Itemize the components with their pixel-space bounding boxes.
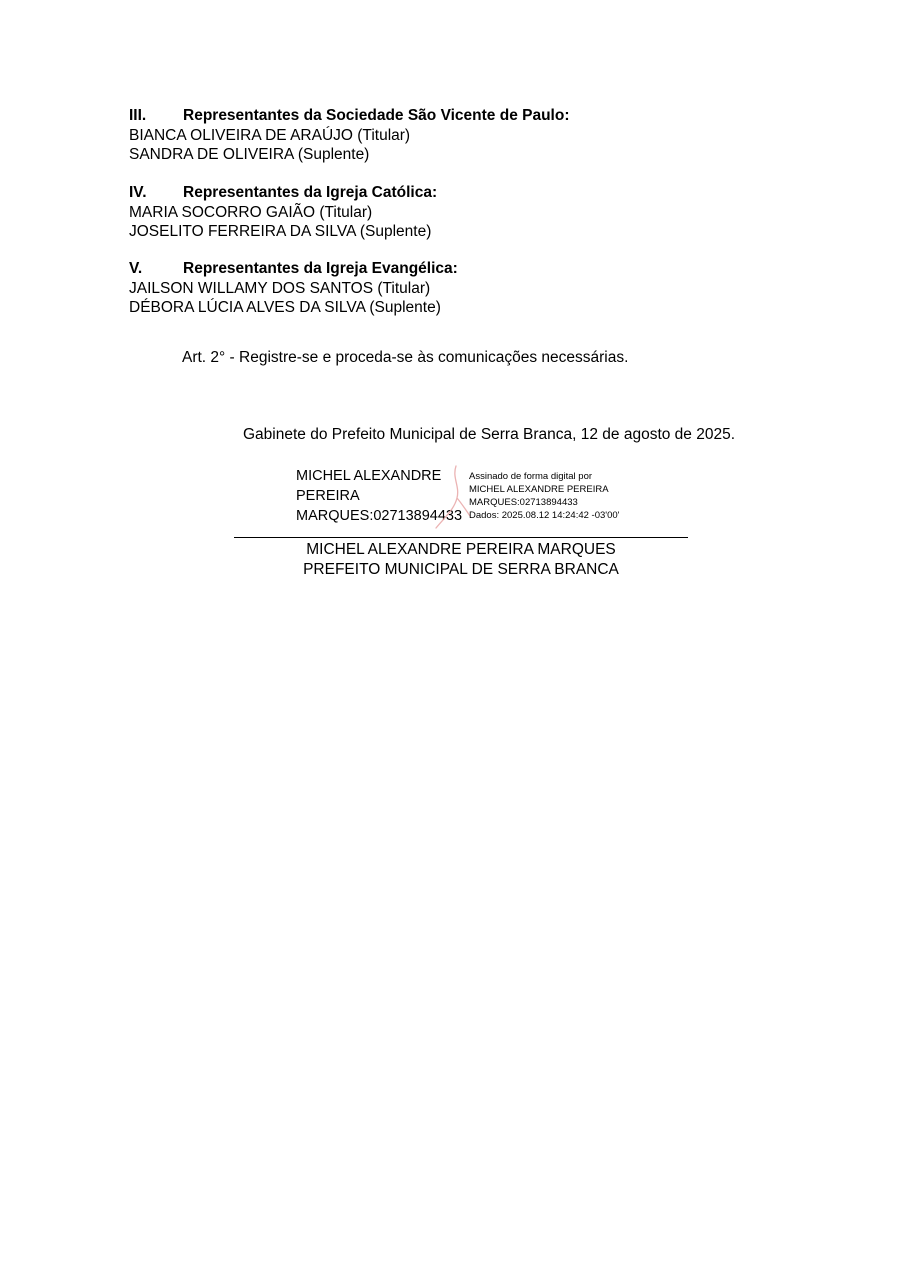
section-title: Representantes da Igreja Católica:: [183, 184, 438, 201]
signature-name-line: MARQUES:02713894433: [296, 508, 463, 524]
signature-name-line: PEREIRA: [296, 488, 360, 504]
section-heading: [129, 259, 769, 279]
section-heading: [129, 106, 769, 126]
section-title: Representantes da Sociedade São Vicente de Paulo:: [183, 107, 570, 124]
member-suplente: JOSELITO FERREIRA DA SILVA (Suplente): [129, 223, 432, 240]
section-numeral: IV.: [129, 184, 147, 201]
signature-name-line: MICHEL ALEXANDRE: [296, 468, 442, 484]
signatory-name: MICHEL ALEXANDRE PEREIRA MARQUES: [306, 541, 616, 558]
section-v: [129, 259, 769, 318]
section-numeral: V.: [129, 260, 143, 277]
section-numeral: III.: [129, 107, 147, 124]
member-suplente: DÉBORA LÚCIA ALVES DA SILVA (Suplente): [129, 299, 441, 316]
member-titular: MARIA SOCORRO GAIÃO (Titular): [129, 203, 373, 221]
location-date: Gabinete do Prefeito Municipal de Serra Branca, 12 de agosto de 2025.: [243, 426, 736, 443]
signature-detail-line: Assinado de forma digital por: [469, 471, 593, 482]
signature-detail-line: Dados: 2025.08.12 14:24:42 -03'00': [469, 510, 620, 521]
section-title: Representantes da Igreja Evangélica:: [183, 260, 458, 277]
signatory-title: PREFEITO MUNICIPAL DE SERRA BRANCA: [303, 560, 619, 578]
section-heading: [129, 183, 769, 203]
section-iv: [129, 183, 769, 242]
signature-detail-line: MARQUES:02713894433: [469, 497, 578, 508]
signature-details: [469, 470, 619, 522]
signature-line: [234, 537, 688, 538]
signatory-block: [234, 540, 688, 579]
member-titular: JAILSON WILLAMY DOS SANTOS (Titular): [129, 279, 431, 297]
signature-detail-line: MICHEL ALEXANDRE PEREIRA: [469, 484, 609, 495]
digital-signature: [296, 466, 656, 528]
member-titular: BIANCA OLIVEIRA DE ARAÚJO (Titular): [129, 126, 411, 144]
member-suplente: SANDRA DE OLIVEIRA (Suplente): [129, 146, 370, 163]
article-2: Art. 2° - Registre-se e proceda-se às comunicações necessárias.: [182, 349, 629, 366]
section-iii: [129, 106, 769, 165]
